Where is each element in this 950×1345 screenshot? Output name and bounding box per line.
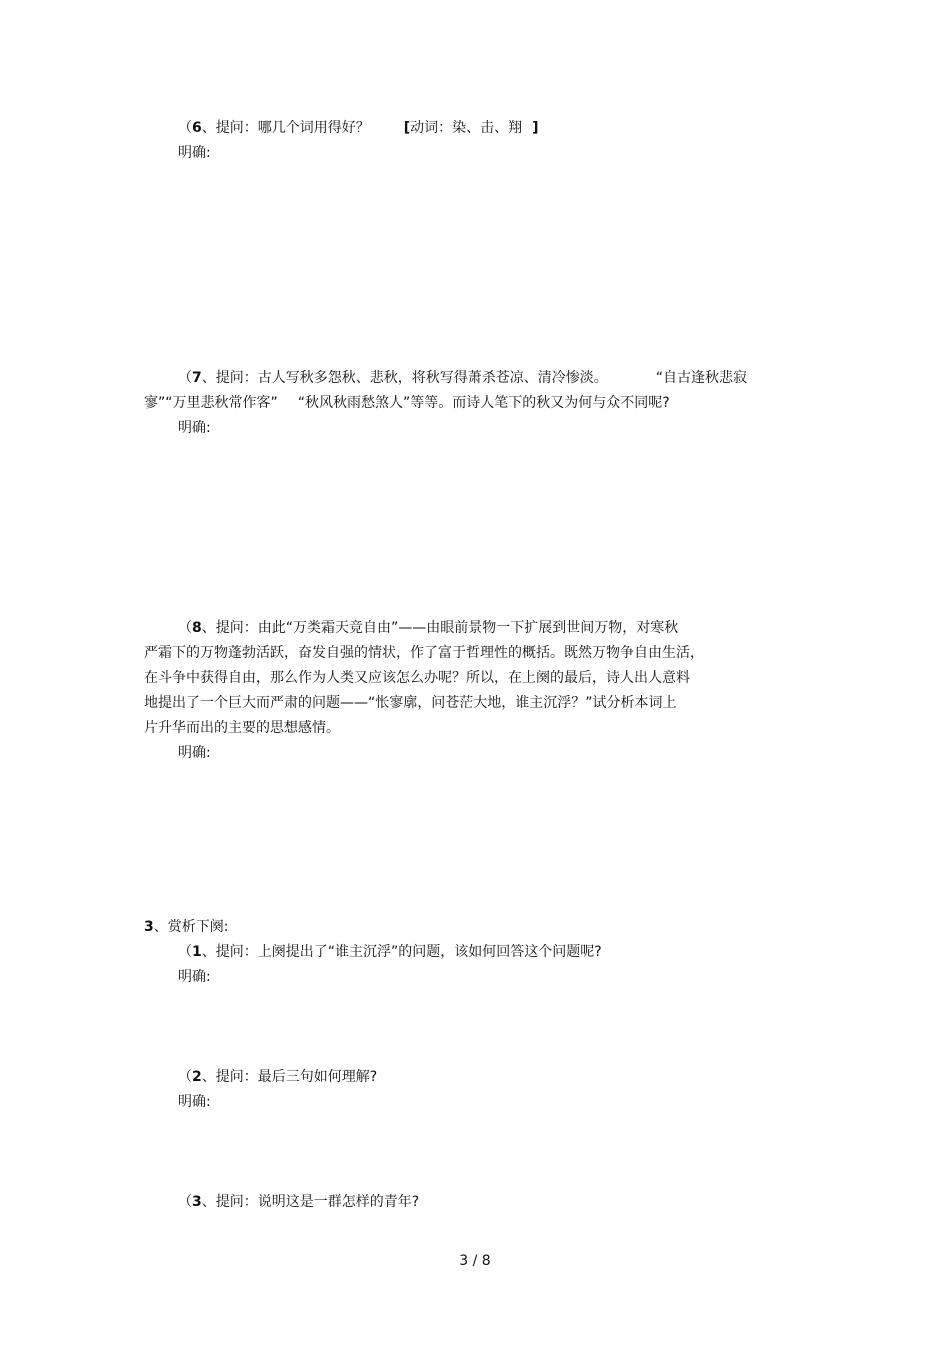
page-number: 3 / 8 — [459, 1253, 491, 1269]
q8-line1: 、提问：由此“万类霜天竞自由”——由眼前景物一下扩展到世间万物，对寒秋 — [201, 620, 679, 636]
section3-heading — [144, 915, 228, 939]
section3-title: 、赏析下阕: — [153, 919, 229, 935]
s3-q2-question: （2、提问：最后三句如何理解? — [178, 1069, 378, 1085]
s3-q3-question: （3、提问：说明这是一群怎样的青年? — [178, 1194, 420, 1210]
q8-question-line4: 地提出了一个巨大而严肃的问题——“怅寥廓，问苍茫大地，谁主沉浮？”试分析本词上 — [144, 695, 677, 711]
q7-number: 7 — [192, 370, 202, 386]
s3-q3-number: 3 — [192, 1194, 202, 1210]
s3-q1-question: （1、提问：上阕提出了“谁主沉浮”的问题，该如何回答这个问题呢? — [178, 944, 602, 960]
q8-question-line1: （8、提问：由此“万类霜天竞自由”——由眼前景物一下扩展到世间万物，对寒秋 — [178, 620, 679, 636]
q7-line2b: “秋风秋雨愁煞人”等等。而诗人笔下的秋又为何与众不同呢? — [297, 395, 670, 411]
q8-question-line3: 在斗争中获得自由，那么作为人类又应该怎么办呢？所以，在上阕的最后，诗人出人意料 — [144, 670, 690, 686]
q6-number: 6 — [192, 120, 202, 136]
q7-line1-quote: “自古逢秋悲寂 — [655, 370, 748, 386]
q8-question-line5: 片升华而出的主要的思想感情。 — [144, 720, 340, 736]
q8-question-line2: 严霜下的万物蓬勃活跃，奋发自强的情状，作了富于哲理性的概括。既然万物争自由生活， — [144, 645, 704, 661]
s3-q1-text: 、提问：上阕提出了“谁主沉浮”的问题，该如何回答这个问题呢? — [201, 944, 602, 960]
s3-q2-answer-label: 明确: — [178, 1094, 211, 1110]
q7-line1: 、提问：古人写秋多怨秋、悲秋，将秋写得萧杀苍凉、清冷惨淡。 — [201, 370, 608, 386]
q7-line2a: 寥”“万里悲秋常作客” — [144, 395, 278, 411]
s3-q2-text: 、提问：最后三句如何理解? — [201, 1069, 378, 1085]
q6-hint-close: ] — [532, 120, 539, 136]
q6-answer-label: 明确: — [178, 145, 211, 161]
q6-hint: 动词：染、击、翔 — [410, 120, 523, 136]
q7-question-line1: （7、提问：古人写秋多怨秋、悲秋，将秋写得萧杀苍凉、清冷惨淡。 “自古逢秋悲寂 — [178, 370, 748, 386]
q6-text: 、提问：哪几个词用得好？ — [201, 120, 370, 136]
q6-question: （6、提问：哪几个词用得好？ [动词：染、击、翔 ] — [178, 120, 539, 136]
q7-answer-label: 明确: — [178, 420, 211, 436]
q6-hint-open: [ — [403, 120, 411, 136]
s3-q2-number: 2 — [192, 1069, 202, 1085]
q8-answer-label: 明确: — [178, 745, 211, 761]
q7-question-line2 — [144, 391, 670, 415]
s3-q1-number: 1 — [192, 944, 202, 960]
section3-number: 3 — [144, 919, 154, 935]
s3-q3-text: 、提问：说明这是一群怎样的青年? — [201, 1194, 420, 1210]
s3-q1-answer-label: 明确: — [178, 969, 211, 985]
q8-number: 8 — [192, 620, 202, 636]
